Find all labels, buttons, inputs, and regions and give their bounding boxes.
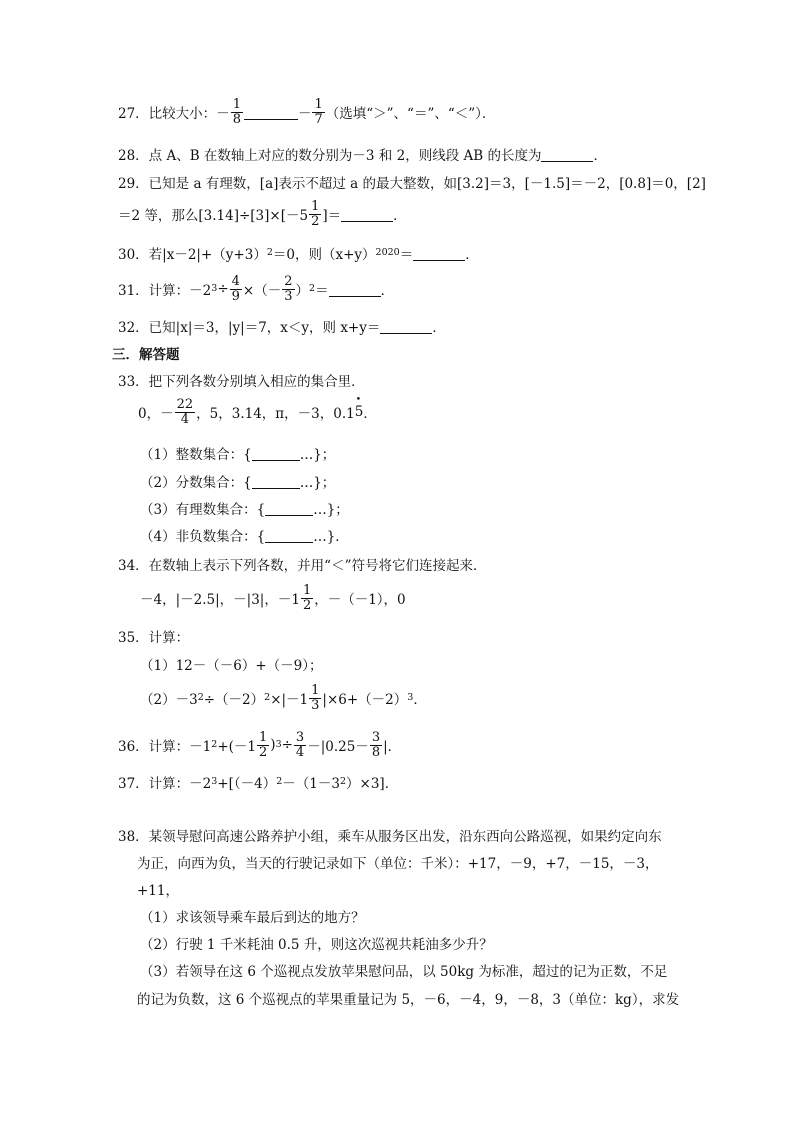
question-34-title: 34．在数轴上表示下列各数，并用“＜”符号将它们连接起来． xyxy=(118,558,487,574)
fraction: $\frac{2}{3}$ xyxy=(284,274,293,304)
answer-blank[interactable] xyxy=(265,501,313,516)
answer-blank[interactable] xyxy=(244,105,298,120)
question-29-line1: 29．已知是 a 有理数，[a]表示不超过 a 的最大整数，如[3.2]＝3，[－1.5]＝－2，[0.8]＝0，[2] xyxy=(118,176,706,192)
question-38-line2: 为正，向西为负，当天的行驶记录如下（单位：千米）：+17，－9，+7，－15，－3， xyxy=(137,856,659,872)
question-29-line2: ＝2 等，那么[3.14]÷[3]×[－5 $\frac{1}{2}$ ]＝ ． xyxy=(118,199,407,229)
fraction: $\frac{1}{7}$ xyxy=(314,97,323,127)
question-35-part2: （2）－3 2 ÷（－2） 2 ×|－1 $\frac{1}{3}$ |×6+（－2） 3 ． xyxy=(140,683,427,713)
set-item: （4）非负数集合：{ …}． xyxy=(140,529,349,545)
question-30: 30．若|x－2|+（y+3） 2 ＝0，则（x+y） 2020 ＝ ． xyxy=(118,247,479,263)
answer-blank[interactable] xyxy=(329,282,381,297)
question-36: 36．计算：－1 2 +(－1 $\frac{1}{2}$ ) 3 ÷ $\frac{3}{4}$ －|0.25－ $\frac{3}{8}$ |． xyxy=(118,730,402,760)
answer-blank[interactable] xyxy=(413,246,465,261)
question-38-part1: （1）求该领导乘车最后到达的地方？ xyxy=(140,910,365,926)
question-32: 32．已知|x|＝3，|y|＝7，x＜y，则 x+y＝ ． xyxy=(118,320,446,336)
question-35-title: 35．计算： xyxy=(118,630,190,646)
set-item: （3）有理数集合：{ …}； xyxy=(140,502,349,518)
question-38-part3: （3）若领导在这 6 个巡视点发放苹果慰问品，以 50kg 为标准，超过的记为正数，不足 xyxy=(140,964,668,980)
fraction: $\frac{3}{8}$ xyxy=(371,730,381,760)
question-27: 27．比较大小： － $\frac{1}{8}$ － $\frac{1}{7}$ （选填“＞”、“＝”、“＜”）． xyxy=(118,97,496,127)
answer-blank[interactable] xyxy=(541,147,593,162)
fraction: $\frac{1}{2}$ xyxy=(302,583,312,613)
question-34-numbers: －4，|－2.5|，－|3|，－1 $\frac{1}{2}$ ，－（－1），0 xyxy=(140,583,406,613)
answer-blank[interactable] xyxy=(265,528,313,543)
answer-blank[interactable] xyxy=(252,474,300,489)
question-37: 37．计算：－2 3 +[（－4） 2 －（1－3 2 ）×3]． xyxy=(118,776,399,792)
question-31: 31．计算：－2 3 ÷ $\frac{4}{9}$ ×（－ $\frac{2}{3}$ ） 2 ＝ ． xyxy=(118,274,395,304)
set-item: （2）分数集合：{ …}； xyxy=(140,475,336,491)
set-item: （1）整数集合：{ …}； xyxy=(140,447,336,463)
question-38-line1: 38．某领导慰问高速公路养护小组，乘车从服务区出发，沿东西向公路巡视，如果约定向东 xyxy=(118,829,662,845)
fraction: $\frac{3}{4}$ xyxy=(295,730,305,760)
question-38-line3: +11， xyxy=(137,883,179,899)
fraction: $\frac{22}{4}$ xyxy=(176,397,194,427)
question-38-part2: （2）行驶 1 千米耗油 0.5 升，则这次巡视共耗油多少升？ xyxy=(140,937,493,953)
repeating-digit: • 5 xyxy=(355,404,364,420)
question-33-numbers: 0，－ $\frac{22}{4}$ ，5，3.14，π，－3，0.1 • 5 ． xyxy=(138,398,377,426)
section-heading: 三．解答题 xyxy=(112,347,180,363)
question-28: 28．点 A、B 在数轴上对应的数分别为－3 和 2，则线段 AB 的长度为 ． xyxy=(118,148,607,164)
answer-blank[interactable] xyxy=(341,207,393,222)
fraction: $\frac{1}{3}$ xyxy=(311,683,320,713)
question-33-title: 33．把下列各数分别填入相应的集合里． xyxy=(118,374,365,390)
fraction: $\frac{1}{8}$ xyxy=(232,97,241,127)
answer-blank[interactable] xyxy=(380,319,432,334)
fraction: $\frac{1}{2}$ xyxy=(311,199,320,229)
answer-blank[interactable] xyxy=(252,446,300,461)
fraction: $\frac{4}{9}$ xyxy=(231,274,240,304)
fraction: $\frac{1}{2}$ xyxy=(259,730,268,760)
q27-label: 27．比较大小： xyxy=(118,106,217,123)
question-35-part1: （1）12－（－6）+（－9）； xyxy=(140,658,323,674)
question-38-part3-cont: 的记为负数，这 6 个巡视点的苹果重量记为 5，－6，－4，9，－8，3（单位：kg），求发 xyxy=(137,992,680,1008)
